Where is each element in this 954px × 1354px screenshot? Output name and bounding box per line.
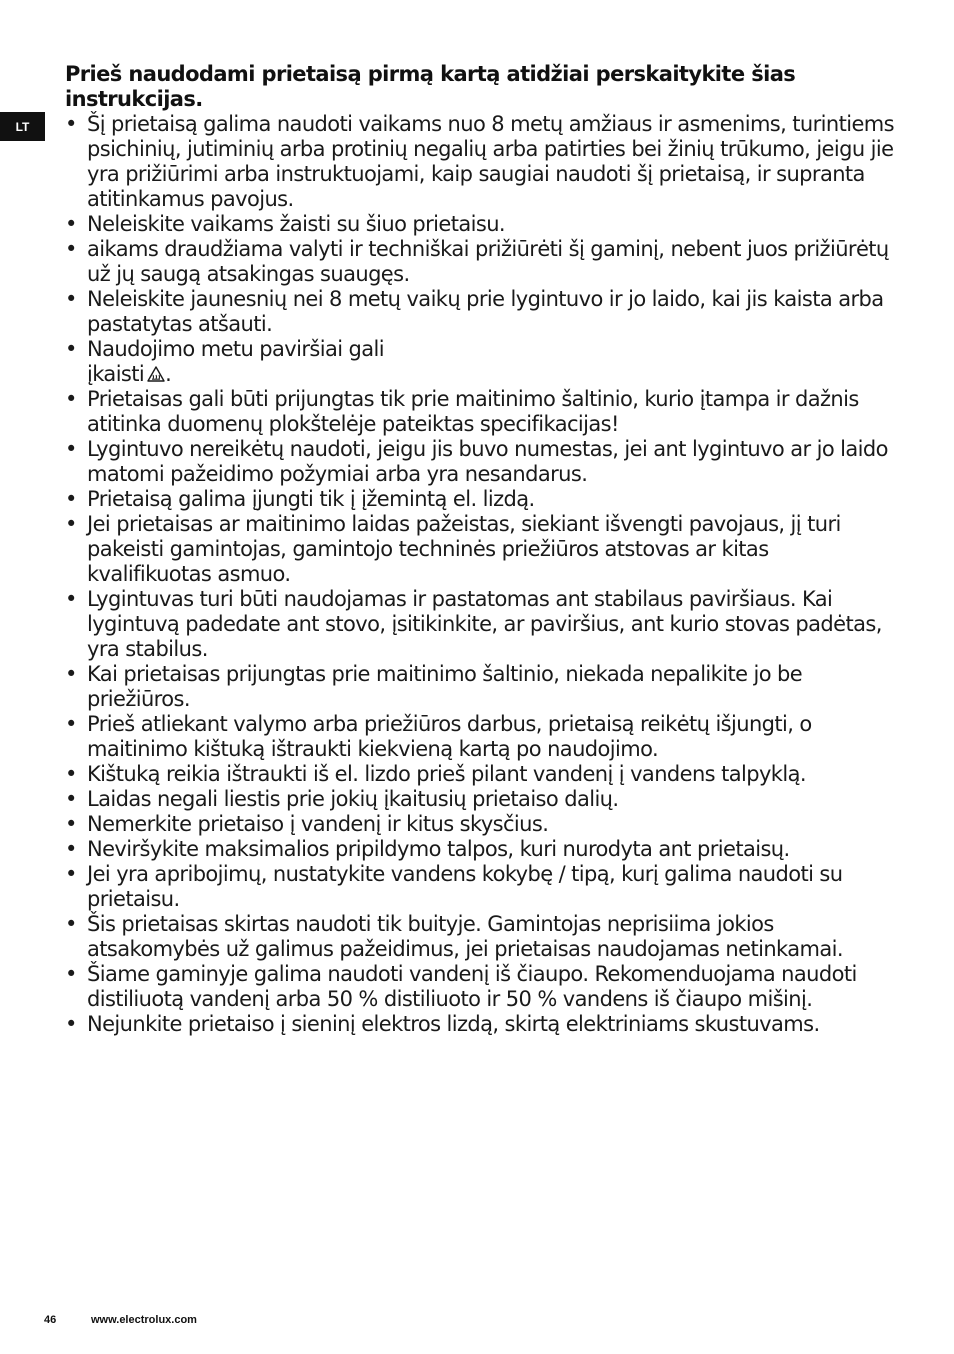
list-item-text: Neviršykite maksimalios pripildymo talpos, kuri nurodyta ant prietaisų. — [87, 837, 790, 861]
page-number: 46 — [44, 1314, 57, 1326]
list-item-text: Prietaisas gali būti prijungtas tik prie maitinimo šaltinio, kurio įtampa ir dažnis atitinka duomenų plokštelėje pateiktas specifikacijas! — [87, 387, 859, 436]
list-item-text: Nejunkite prietaiso į sieninį elektros lizdą, skirtą elektriniams skustuvams. — [87, 1012, 820, 1036]
bullet: • — [65, 962, 77, 986]
hot-surface-warning-icon — [147, 366, 165, 382]
bullet: • — [65, 437, 77, 461]
list-item — [65, 962, 895, 1012]
list-item — [65, 787, 895, 812]
list-item — [65, 237, 895, 287]
list-item-text: Naudojimo metu paviršiai gali įkaisti — [87, 337, 385, 386]
list-item-text: Neleiskite vaikams žaisti su šiuo prietaisu. — [87, 212, 505, 236]
list-item-text: Lygintuvo nereikėtų naudoti, jeigu jis buvo numestas, jei ant lygintuvo ar jo laido matomi pažeidimo požymiai arba yra nesandarus. — [87, 437, 888, 486]
list-item — [65, 437, 895, 487]
bullet: • — [65, 712, 77, 736]
list-item — [65, 712, 895, 762]
list-item-text: Šį prietaisą galima naudoti vaikams nuo 8 metų amžiaus ir asmenims, turintiems psichinių, jutiminių arba protinių negalių arba patirties bei žinių trūkumo, jeigu jie yra prižiūrimi arba instruktuojami, kaip saugiai naudoti šį prietaisą, ir supranta atitinkamus pavojus. — [87, 112, 895, 211]
bullet: • — [65, 487, 77, 511]
list-item — [65, 1012, 895, 1037]
list-item-text: Neleiskite jaunesnių nei 8 metų vaikų prie lygintuvo ir jo laido, kai jis kaista arba pastatytas atšauti. — [87, 287, 884, 336]
list-item — [65, 112, 895, 212]
bullet: • — [65, 237, 77, 261]
list-item — [65, 837, 895, 862]
list-item-text: Šis prietaisas skirtas naudoti tik buityje. Gamintojas neprisiima jokios atsakomybės už galimus pažeidimus, jei prietaisas naudojamas netinkamai. — [87, 912, 843, 961]
list-item-text: Kai prietaisas prijungtas prie maitinimo šaltinio, niekada nepalikite jo be priežiūros. — [87, 662, 803, 711]
list-item-text: Kištuką reikia ištraukti iš el. lizdo prieš pilant vandenį į vandens talpyklą. — [87, 762, 806, 786]
list-item-text: Laidas negali liestis prie jokių įkaitusių prietaiso dalių. — [87, 787, 619, 811]
list-item — [65, 287, 895, 337]
bullet: • — [65, 337, 77, 361]
list-item-text: Prietaisą galima įjungti tik į įžemintą el. lizdą. — [87, 487, 535, 511]
list-item-text: Prieš atliekant valymo arba priežiūros darbus, prietaisą reikėtų išjungti, o maitinimo kištuką ištraukti kiekvieną kartą po naudojimo. — [87, 712, 812, 761]
list-item — [65, 912, 895, 962]
bullet: • — [65, 587, 77, 611]
bullet: • — [65, 787, 77, 811]
bullet: • — [65, 112, 77, 136]
list-item — [65, 487, 895, 512]
bullet: • — [65, 212, 77, 236]
bullet: • — [65, 837, 77, 861]
page-heading: Prieš naudodami prietaisą pirmą kartą atidžiai perskaitykite šias instrukcijas. — [65, 62, 796, 111]
bullet: • — [65, 762, 77, 786]
list-item — [65, 812, 895, 837]
list-item-text: aikams draudžiama valyti ir techniškai prižiūrėti šį gaminį, nebent juos prižiūrėtų už jų saugą atsakingas suaugęs. — [87, 237, 889, 286]
bullet: • — [65, 287, 77, 311]
bullet: • — [65, 512, 77, 536]
list-item — [65, 587, 895, 662]
footer-url: www.electrolux.com — [91, 1314, 197, 1326]
list-item-text: Šiame gaminyje galima naudoti vandenį iš čiaupo. Rekomenduojama naudoti distiliuotą vandenį arba 50 % distiliuoto ir 50 % vandens iš čiaupo mišinį. — [87, 962, 857, 1011]
list-item-text: Lygintuvas turi būti naudojamas ir pastatomas ant stabilaus paviršiaus. Kai lygintuvą padedate ant stovo, įsitikinkite, ar paviršius, ant kurio stovas padėtas, yra stabilus. — [87, 587, 882, 661]
list-item-suffix: . — [165, 362, 172, 386]
list-item-text: Nemerkite prietaiso į vandenį ir kitus skysčius. — [87, 812, 549, 836]
list-item-text: Jei yra apribojimų, nustatykite vandens kokybę / tipą, kurį galima naudoti su prietaisu. — [87, 862, 843, 911]
language-tab-label: LT — [15, 119, 30, 134]
list-item — [65, 512, 895, 587]
list-item — [65, 337, 437, 387]
bullet: • — [65, 387, 77, 411]
list-item — [65, 387, 895, 437]
list-item — [65, 762, 895, 787]
bullet: • — [65, 862, 77, 886]
bullet: • — [65, 812, 77, 836]
language-tab — [0, 112, 45, 141]
bullet: • — [65, 1012, 77, 1036]
list-item — [65, 212, 895, 237]
bullet: • — [65, 912, 77, 936]
list-item — [65, 862, 895, 912]
list-item-text: Jei prietaisas ar maitinimo laidas pažeistas, siekiant išvengti pavojaus, jį turi pakeisti gamintojas, gamintojo techninės priežiūros atstovas ar kitas kvalifikuotas asmuo. — [87, 512, 841, 586]
page-footer — [44, 1314, 197, 1326]
list-item — [65, 662, 895, 712]
safety-instructions-list — [65, 112, 895, 1037]
bullet: • — [65, 662, 77, 686]
